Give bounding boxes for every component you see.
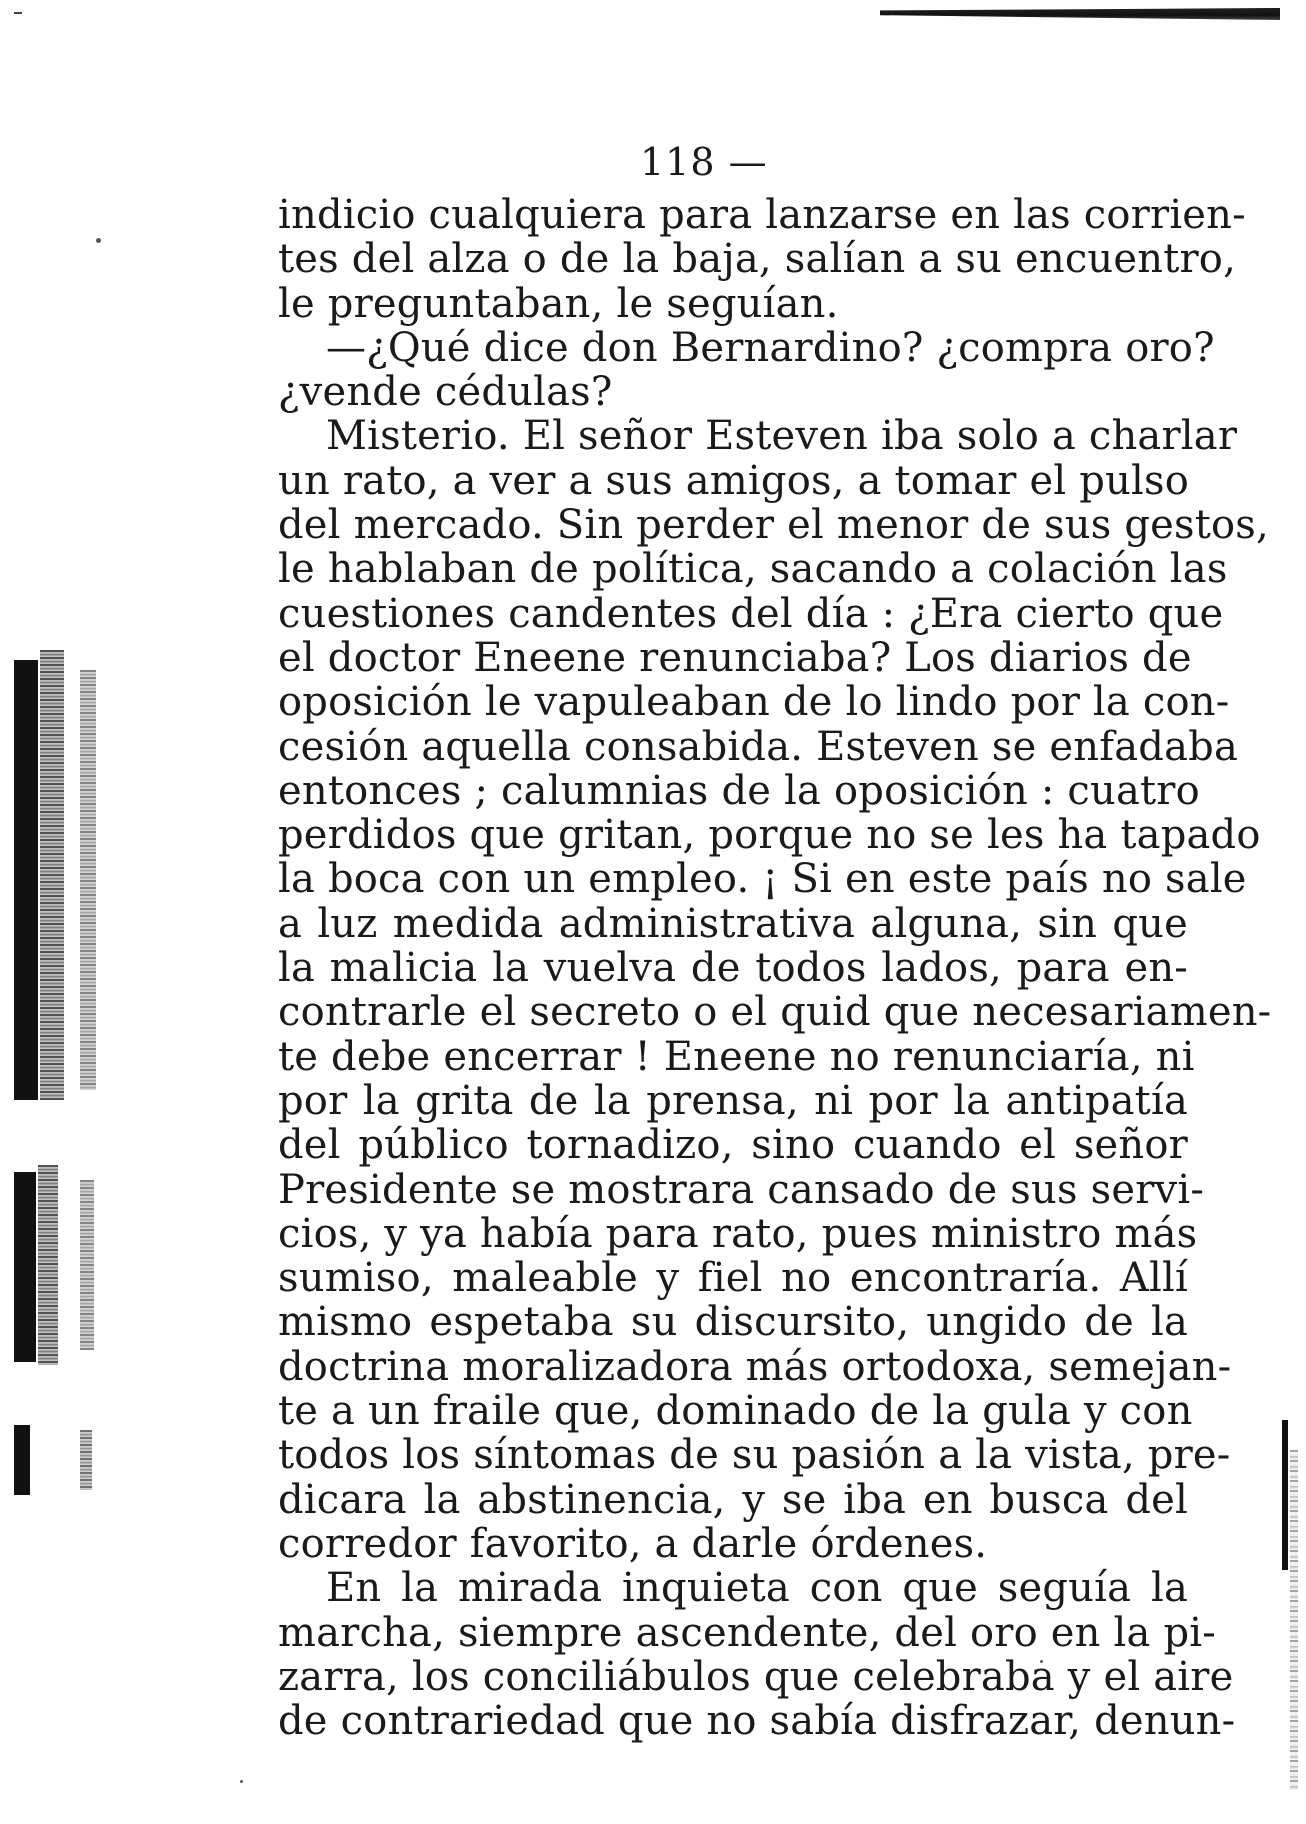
scan-top-rule bbox=[880, 8, 1280, 20]
text-line: le preguntaban, le seguían. bbox=[278, 280, 839, 327]
text-line: contrarle el secreto o el quid que necesariamen- bbox=[278, 989, 1272, 1036]
paragraph bbox=[278, 413, 1272, 1567]
text-line: la boca con un empleo. ¡ Si en este país no sale bbox=[278, 856, 1247, 903]
text-line: cios, y ya había para rato, pues ministro más bbox=[278, 1210, 1198, 1257]
text-line: En la mirada inquieta con que seguía la bbox=[326, 1565, 1188, 1612]
text-line: dicara la abstinencia, y se iba en busca del bbox=[278, 1476, 1188, 1523]
text-line: doctrina moralizadora más ortodoxa, semejan- bbox=[278, 1343, 1232, 1390]
text-line: un rato, a ver a sus amigos, a tomar el pulso bbox=[278, 457, 1190, 504]
paragraph bbox=[278, 192, 1246, 327]
text-line: le hablaban de política, sacando a colación las bbox=[278, 546, 1228, 593]
text-line: te a un fraile que, dominado de la gula y con bbox=[278, 1388, 1193, 1435]
scan-edge-noise bbox=[80, 1180, 94, 1350]
text-line: del mercado. Sin perder el menor de sus gestos, bbox=[278, 502, 1269, 549]
scan-tick-mark bbox=[14, 12, 22, 14]
text-line: corredor favorito, a darle órdenes. bbox=[278, 1520, 988, 1567]
text-line: de contrariedad que no sabía disfrazar, denun- bbox=[278, 1698, 1236, 1745]
text-line: todos los síntomas de su pasión a la vista, pre- bbox=[278, 1432, 1231, 1479]
text-line: oposición le vapuleaban de lo lindo por la con- bbox=[278, 679, 1230, 726]
text-line: el doctor Eneene renunciaba? Los diarios de bbox=[278, 634, 1192, 681]
text-line: tes del alza o de la baja, salían a su encuentro, bbox=[278, 236, 1237, 283]
scan-edge-noise bbox=[80, 670, 96, 1090]
text-line: indicio cualquiera para lanzarse en las corrien- bbox=[278, 192, 1246, 238]
scan-edge-noise bbox=[40, 650, 64, 1100]
paragraph bbox=[278, 1565, 1236, 1745]
text-line: zarra, los conciliábulos que celebraba y el aire bbox=[278, 1653, 1234, 1700]
page-number: 118 — bbox=[640, 140, 768, 184]
text-line: entonces ; calumnias de la oposición : cuatro bbox=[278, 767, 1200, 814]
text-line: perdidos que gritan, porque no se les ha tapado bbox=[278, 812, 1261, 859]
text-line: te debe encerrar ! Eneene no renunciaría, ni bbox=[278, 1033, 1195, 1080]
scan-speck bbox=[240, 1780, 243, 1783]
scan-edge-noise bbox=[80, 1430, 92, 1490]
text-line: —¿Qué dice don Bernardino? ¿compra oro? bbox=[326, 324, 1215, 371]
text-line: cesión aquella consabida. Esteven se enfadaba bbox=[278, 723, 1239, 770]
scan-edge-bar bbox=[14, 660, 38, 1100]
text-line: sumiso, maleable y fiel no encontraría. Allí bbox=[278, 1255, 1188, 1302]
text-line: por la grita de la prensa, ni por la antipatía bbox=[278, 1077, 1188, 1124]
scan-speck bbox=[96, 238, 101, 243]
scan-edge-bar bbox=[14, 1425, 30, 1495]
scan-right-edge-noise bbox=[1290, 1450, 1298, 1790]
scan-edge-bar bbox=[14, 1172, 36, 1362]
text-line: a luz medida administrativa alguna, sin que bbox=[278, 900, 1188, 947]
scan-right-edge-bar bbox=[1282, 1420, 1288, 1570]
paragraph bbox=[278, 324, 1215, 416]
scan-edge-noise bbox=[38, 1165, 58, 1365]
text-line: mismo espetaba su discursito, ungido de la bbox=[278, 1299, 1188, 1346]
text-line: ¿vende cédulas? bbox=[278, 369, 613, 416]
body-text bbox=[278, 192, 1272, 1745]
text-line: Presidente se mostrara cansado de sus servi- bbox=[278, 1166, 1205, 1213]
text-line: la malicia la vuelva de todos lados, para en- bbox=[278, 945, 1188, 992]
text-line: marcha, siempre ascendente, del oro en la pi- bbox=[278, 1609, 1217, 1656]
text-line: Misterio. El señor Esteven iba solo a charlar bbox=[326, 413, 1238, 460]
text-line: del público tornadizo, sino cuando el señor bbox=[278, 1122, 1188, 1169]
text-line: cuestiones candentes del día : ¿Era cierto que bbox=[278, 590, 1224, 637]
